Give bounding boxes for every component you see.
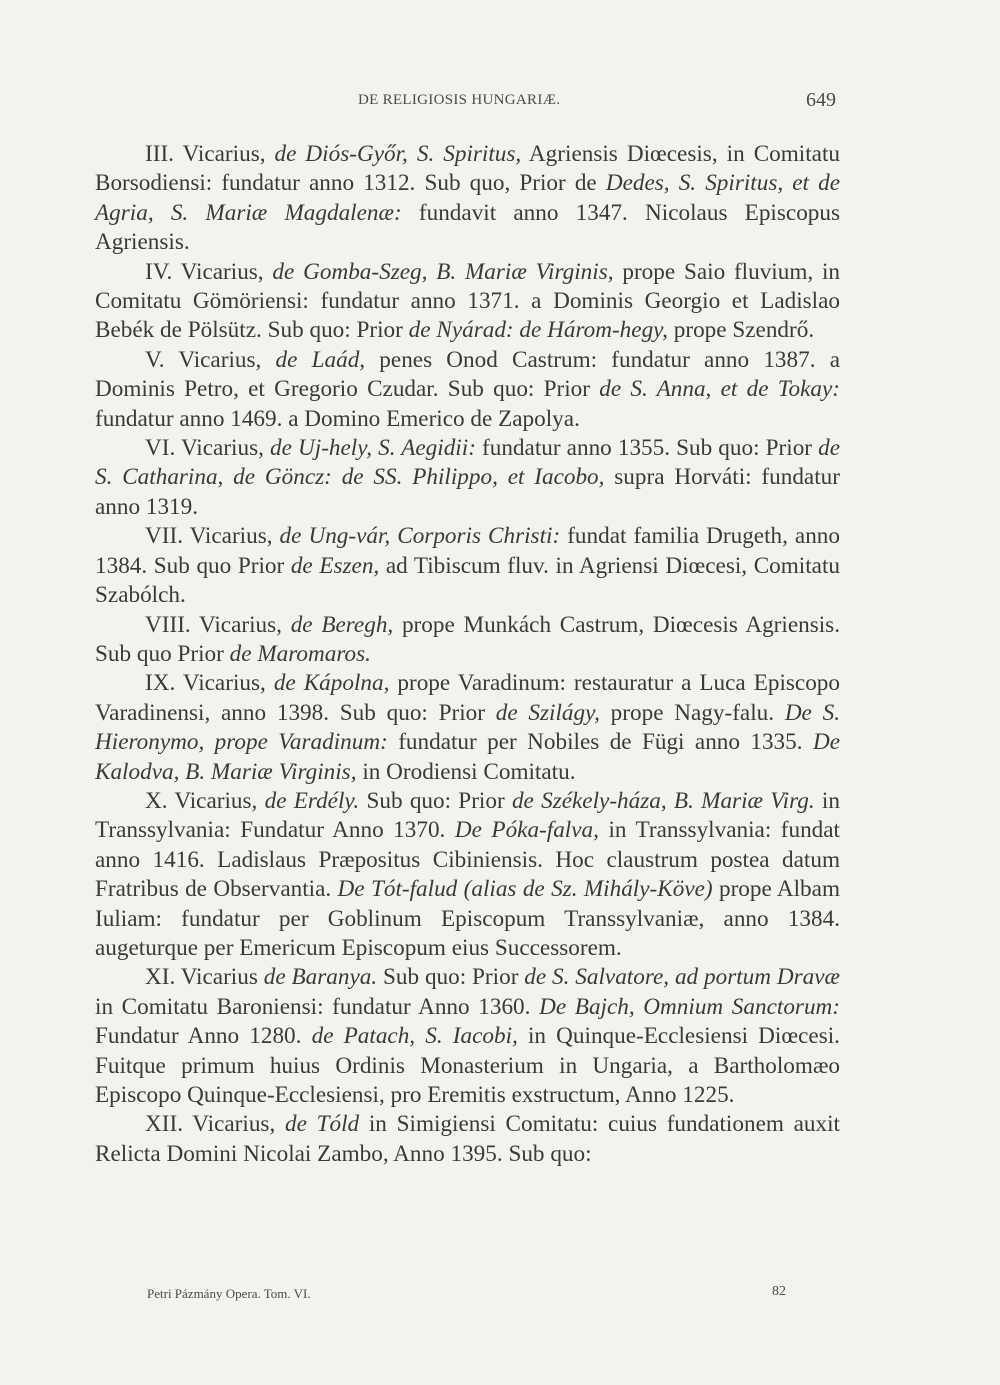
italic-text: de Nyárad: de Három-hegy, <box>408 317 668 344</box>
text-run: penes Onod Castrum: fundatur anno 1387. a Dominis Petro, et Gregorio Czudar. Sub quo: Prior <box>95 346 840 403</box>
text-run: prope Szendrő. <box>667 317 815 344</box>
italic-text: de Laád, <box>275 346 366 373</box>
italic-text: de Erdély. <box>264 787 360 814</box>
text-run: IX. Vicarius, <box>145 670 274 697</box>
text-run: in Comitatu Baroniensi: fundatur Anno 1360. <box>95 993 540 1020</box>
text-run: VI. Vicarius, <box>145 435 271 462</box>
text-run: XII. Vicarius, <box>145 1111 285 1138</box>
text-run: Agriensis Diœcesis, in Comitatu Borsodiensi: fundatur anno 1312. Sub quo, Prior de <box>95 141 840 197</box>
italic-text: De Bajch, Omnium Sanctorum: <box>539 993 841 1020</box>
italic-text: de Diós-Győr, S. Spiritus, <box>274 141 522 167</box>
footer-sheet-number: 82 <box>772 1284 786 1299</box>
page-number: 649 <box>806 89 836 111</box>
text-run: IV. Vicarius, <box>145 258 273 285</box>
text-run: Sub quo: Prior <box>359 787 512 814</box>
italic-text: de Maromaros. <box>229 640 371 667</box>
italic-text: de Baranya. <box>263 964 378 991</box>
text-run: Fundatur Anno 1280. <box>95 1023 312 1050</box>
text-run: supra Horváti: fundatur anno 1319. <box>95 464 840 520</box>
text-run: in Transsylvania: Fundatur Anno 1370. <box>95 787 840 844</box>
text-run: XI. Vicarius <box>145 964 264 991</box>
italic-text: de Beregh, <box>290 611 394 638</box>
italic-text: de S. Anna, et de Tokay: <box>599 376 840 403</box>
text-run: prope Albam Iuliam: fundatur per Goblinum Episcopum Transsylvaniæ, anno 1384. augeturque per Emericum Episcopum eius Successorem. <box>95 876 840 961</box>
italic-text: de S. Salvatore, ad portum Dravæ <box>524 964 840 991</box>
text-run: prope Varadinum: restauratur a Luca Episcopo Varadinensi, anno 1398. Sub quo: Prior <box>95 670 840 726</box>
text-run: X. Vicarius, <box>145 787 265 814</box>
footer-signature: Petri Pázmány Opera. Tom. VI. <box>147 1286 311 1301</box>
text-run: in Orodiensi Comitatu. <box>356 758 576 785</box>
paragraph <box>95 140 840 258</box>
text-run: III. Vicarius, <box>145 141 275 167</box>
italic-text: de Kápolna, <box>273 670 390 697</box>
text-run: fundatur anno 1469. a Domino Emerico de Zapolya. <box>95 405 580 432</box>
paragraph <box>95 611 840 670</box>
paragraph <box>95 434 840 522</box>
text-run: prope Saio fluvium, in Comitatu Gömöriensi: fundatur anno 1371. a Dominis Georgio et Ladislao Bebék de Pölsütz. Sub quo: Prior <box>95 258 841 344</box>
italic-text: De Póka-falva, <box>454 817 599 844</box>
paragraph <box>95 669 840 787</box>
italic-text: De Kalodva, B. Mariæ Virginis, <box>95 729 840 785</box>
paragraph <box>95 787 840 963</box>
text-run: fundatur anno 1355. Sub quo: Prior <box>475 435 819 462</box>
italic-text: de Patach, S. Iacobi, <box>311 1023 518 1050</box>
text-run: VIII. Vicarius, <box>145 611 291 638</box>
text-run: in Transsylvania: fundat anno 1416. Ladislaus Præpositus Cibiniensis. Hoc claustrum postea datum Fratribus de Observantia. <box>95 817 840 903</box>
italic-text: de Eszen, <box>290 552 380 579</box>
text-run: Sub quo: Prior <box>377 964 525 991</box>
italic-text: de Székely-háza, B. Mariæ Virg. <box>511 787 815 814</box>
text-run: in Simigiensi Comitatu: cuius fundationem auxit Relicta Domini Nicolai Zambo, Anno 1395. Sub quo: <box>95 1111 840 1167</box>
paragraph <box>95 346 840 434</box>
italic-text: de S. Catharina, de Göncz: de SS. Philippo, et Iacobo, <box>95 435 841 491</box>
paragraph <box>95 522 840 610</box>
text-run: V. Vicarius, <box>145 346 276 373</box>
text-run: fundatur per Nobiles de Fügi anno 1335. <box>387 729 813 756</box>
italic-text: de Tóld <box>284 1111 360 1138</box>
page-footer <box>0 1284 1000 1306</box>
text-run: ad Tibiscum fluv. in Agriensi Diœcesi, Comitatu Szabólch. <box>95 552 841 609</box>
running-title: DE RELIGIOSIS HUNGARIÆ. <box>358 92 561 108</box>
text-run: prope Nagy-falu. <box>599 699 785 726</box>
text-run: in Quinque-Ecclesiensi Diœcesi. Fuitque primum huius Ordinis Monasterium in Ungaria, a Bartholomæo Episcopo Quinque-Ecclesiensi, pro Eremitis exstructum, Anno 1225. <box>95 1023 840 1108</box>
italic-text: De S. Hieronymo, prope Varadinum: <box>95 699 841 756</box>
paragraph <box>95 258 840 346</box>
text-run: prope Munkách Castrum, Diœcesis Agriensis. Sub quo Prior <box>95 611 840 667</box>
italic-text: Dedes, S. Spiritus, et de Agria, S. Mariæ Magdalenæ: <box>95 170 840 226</box>
italic-text: de Ung-vár, Corporis Christi: <box>279 523 561 550</box>
italic-text: de Uj-hely, S. Aegidii: <box>270 435 476 462</box>
paragraph <box>95 1110 840 1169</box>
italic-text: de Gomba-Szeg, B. Mariæ Virginis, <box>272 258 614 285</box>
body-text <box>95 140 840 1169</box>
text-run: fundavit anno 1347. Nicolaus Episcopus Agriensis. <box>95 199 840 256</box>
running-head <box>0 89 1000 116</box>
italic-text: De Tót-falud (alias de Sz. Mihály-Köve) <box>337 876 713 903</box>
text-run: VII. Vicarius, <box>145 523 280 550</box>
paragraph <box>95 963 840 1110</box>
italic-text: de Szilágy, <box>495 699 600 726</box>
text-run: fundat familia Drugeth, anno 1384. Sub quo Prior <box>95 523 840 579</box>
